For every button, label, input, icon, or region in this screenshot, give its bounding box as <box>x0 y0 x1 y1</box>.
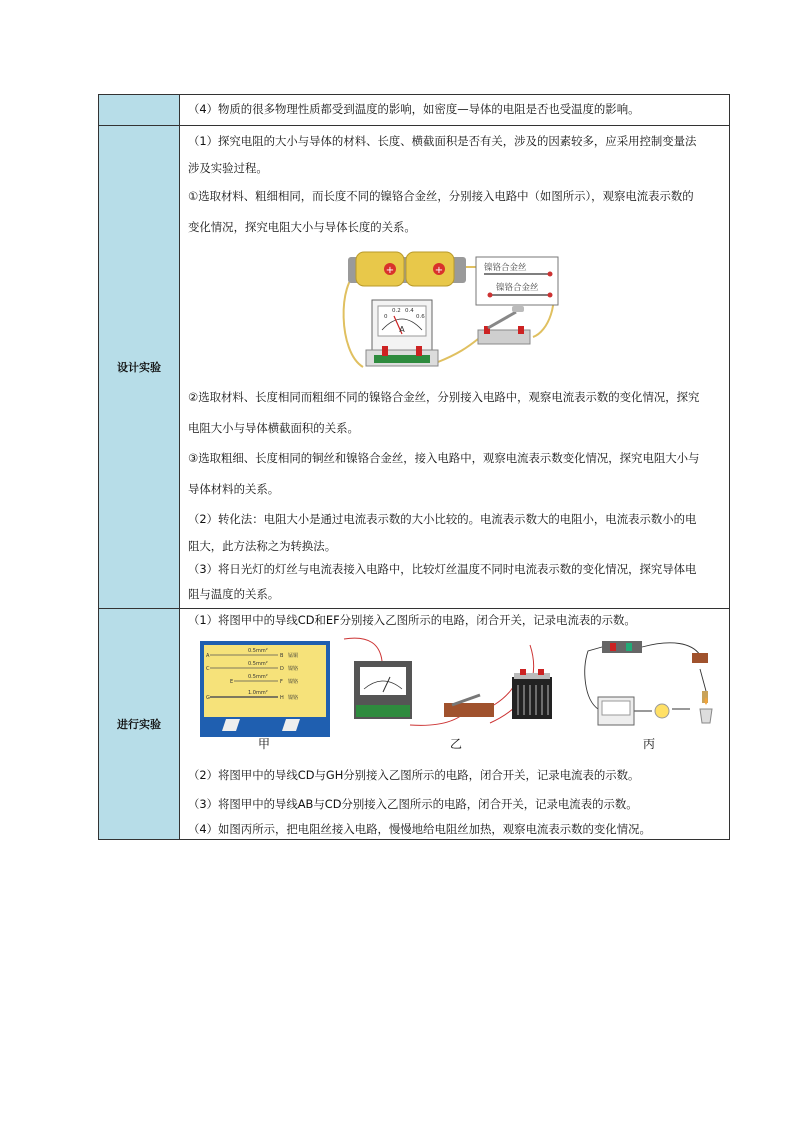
design-line: 涉及实验过程。 <box>188 161 268 175</box>
ammeter-tick: 0.4 <box>405 308 414 314</box>
caption-yi: 乙 <box>450 736 463 751</box>
design-line: 阻大，此方法称之为转换法。 <box>188 538 337 553</box>
ammeter-unit: A <box>399 325 405 334</box>
board-terminal-label: H <box>280 694 284 701</box>
design-line: （2）转化法：电阻大小是通过电流表示数的大小比较的。电流表示数大的电阻小，电流表示数小的电 <box>188 512 697 526</box>
row-content-question <box>180 95 730 126</box>
caption-jia: 甲 <box>258 736 271 751</box>
board-terminal-label: B <box>280 652 284 659</box>
battery <box>602 641 642 653</box>
design-line: 变化情况，探究电阻大小与导体长度的关系。 <box>188 219 416 234</box>
ammeter-tick: 0 <box>384 314 388 320</box>
alcohol-lamp <box>700 709 712 723</box>
design-line: 导体材料的关系。 <box>188 481 280 496</box>
experiment-table <box>98 94 730 840</box>
design-line: ①选取材料、粗细相同，而长度不同的镍铬合金丝，分别接入电路中（如图所示），观察电流表示数的 <box>188 189 694 203</box>
design-line: ③选取粗细、长度相同的铜丝和镍铬合金丝，接入电路中，观察电流表示数变化情况，探究电阻大小与 <box>188 451 700 465</box>
figure-bing-circuit <box>582 639 722 729</box>
board-terminal-label: D <box>280 665 284 672</box>
question-4-text: （4）物质的很多物理性质都受到温度的影响，如密度—导体的电阻是否也受温度的影响。 <box>188 102 640 116</box>
row-label-conduct: 进行实验 <box>99 608 180 839</box>
switch <box>692 653 708 663</box>
design-line: （1）探究电阻的大小与导体的材料、长度、横截面积是否有关，涉及的因素较多，应采用控制变量法 <box>188 134 697 148</box>
wire1-label: 镍铬合金丝 <box>484 263 527 273</box>
board-area-label: 0.5mm² <box>248 660 268 667</box>
design-line: （3）将日光灯的灯丝与电流表接入电路中，比较灯丝温度不同时电流表示数的变化情况，探究导体电 <box>188 561 697 576</box>
svg-text:+: + <box>385 265 395 276</box>
conduct-line: （4）如图丙所示，把电阻丝接入电路，慢慢地给电阻丝加热，观察电流表示数的变化情况。 <box>188 821 651 836</box>
design-line: 阻与温度的关系。 <box>188 586 280 601</box>
board-terminal-label: F <box>280 678 283 685</box>
caption-bing: 丙 <box>643 736 656 751</box>
ammeter-tick: 0.2 <box>392 308 401 314</box>
battery <box>356 252 404 286</box>
design-line: 电阻大小与导体横截面积的关系。 <box>188 420 359 435</box>
design-line: ②选取材料、长度相同而粗细不同的镍铬合金丝，分别接入电路中，观察电流表示数的变化情况，探究 <box>188 390 700 404</box>
board-area-label: 0.5mm² <box>248 647 268 654</box>
board-material-label: 镍铬 <box>288 694 299 701</box>
ammeter-tick: 0.6 <box>416 314 425 320</box>
row-label-empty <box>99 95 180 126</box>
board-terminal-label: E <box>230 678 234 685</box>
figure-jia-board <box>200 641 330 737</box>
svg-text:+: + <box>434 265 444 276</box>
wire2-label: 镍铬合金丝 <box>496 283 539 293</box>
board-material-label: 镍铬 <box>288 665 299 672</box>
figure-yi-circuit <box>340 635 570 731</box>
board-area-label: 0.5mm² <box>248 673 268 680</box>
circuit-illustration <box>188 242 728 382</box>
board-terminal-label: A <box>206 652 210 659</box>
board-material-label: 镍铬 <box>288 678 299 685</box>
experiment-figures <box>188 631 725 761</box>
conduct-line: （2）将图甲中的导线CD与GH分别接入乙图所示的电路，闭合开关，记录电流表的示数。 <box>188 767 640 782</box>
circuit-figure <box>188 242 725 382</box>
conduct-line: （3）将图甲中的导线AB与CD分别接入乙图所示的电路，闭合开关，记录电流表的示数。 <box>188 796 638 811</box>
switch <box>444 703 494 717</box>
row-content-design <box>180 126 730 609</box>
board-area-label: 1.0mm² <box>248 689 268 696</box>
row-content-conduct <box>180 608 730 839</box>
bulb <box>655 704 669 718</box>
board-terminal-label: C <box>206 665 210 672</box>
battery <box>406 252 454 286</box>
conduct-line: （1）将图甲中的导线CD和EF分别接入乙图所示的电路，闭合开关，记录电流表的示数。 <box>188 612 636 627</box>
board-material-label: 锰铜 <box>288 652 299 659</box>
row-label-design: 设计实验 <box>99 126 180 609</box>
board-terminal-label: G <box>206 694 210 701</box>
